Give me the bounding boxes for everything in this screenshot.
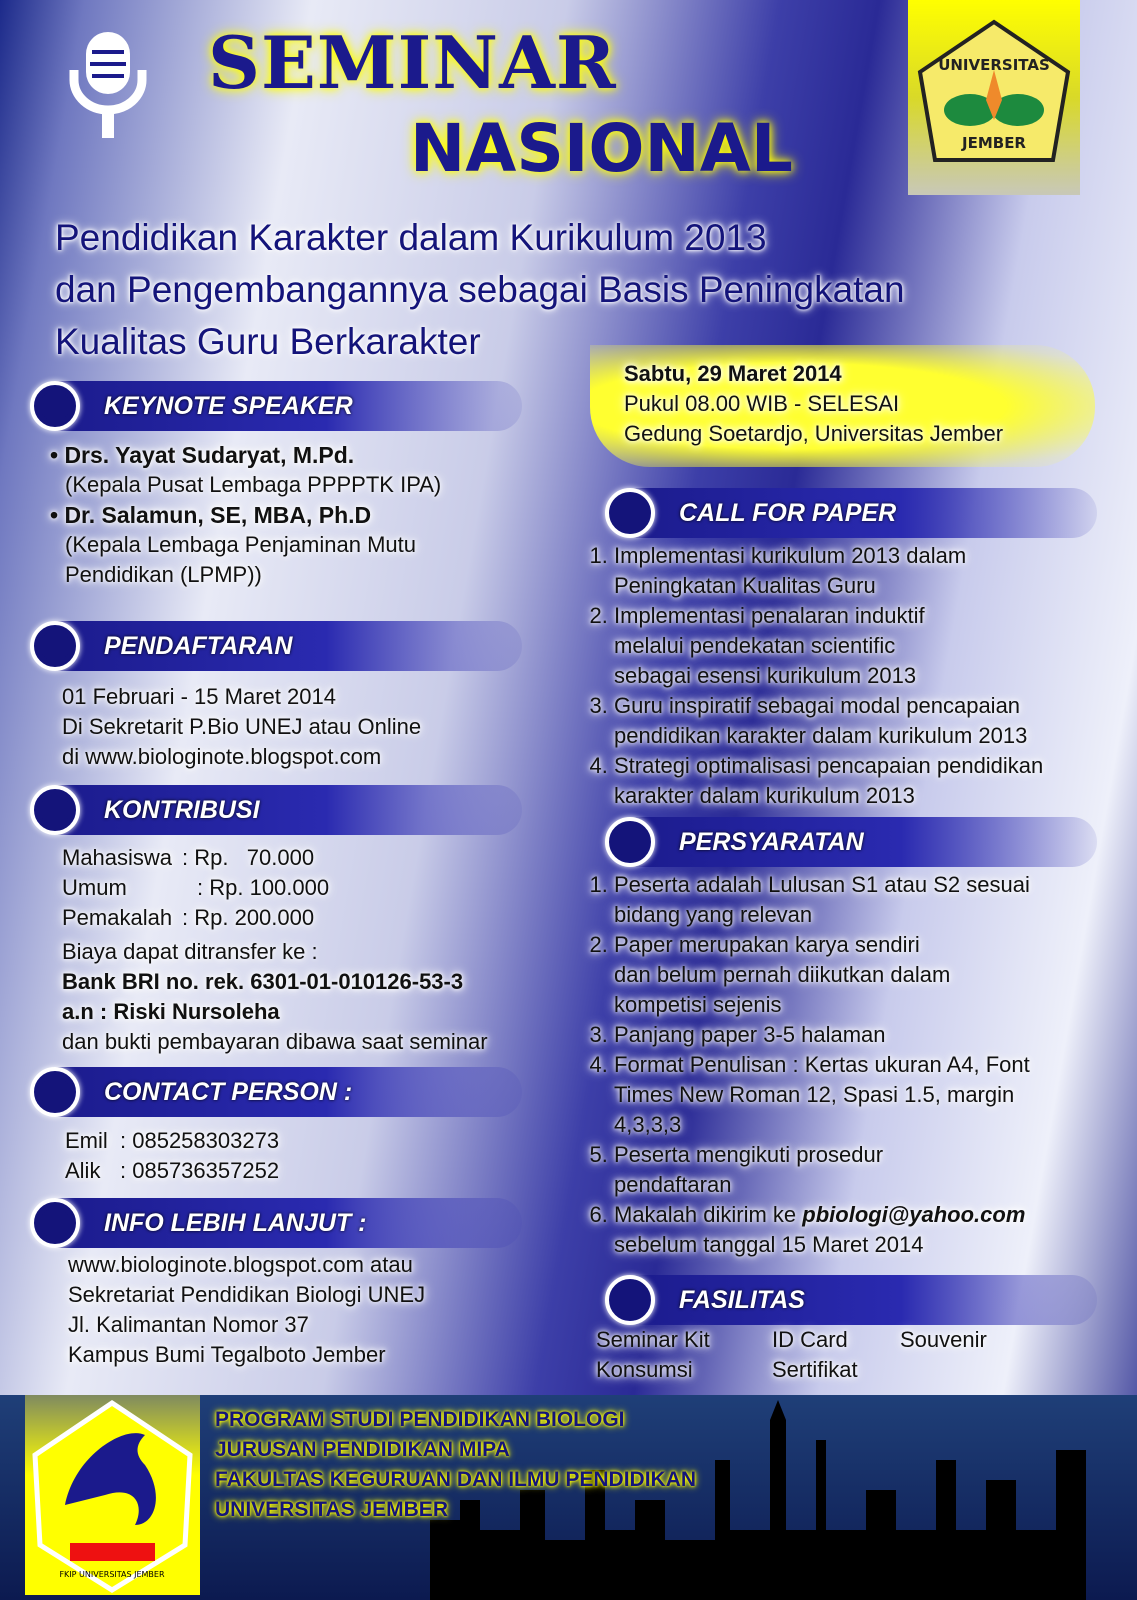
- facility-item: Seminar Kit: [596, 1327, 710, 1352]
- theme-line: dan Pengembangannya sebagai Basis Peningkatan: [55, 269, 905, 310]
- svg-text:FKIP UNIVERSITAS JEMBER: FKIP UNIVERSITAS JEMBER: [59, 1570, 165, 1579]
- info-line: 01 Februari - 15 Maret 2014: [62, 684, 336, 709]
- facility-item: ID Card: [772, 1327, 848, 1352]
- list-item: 1. Implementasi kurikulum 2013 dalam Peningkatan Kualitas Guru: [614, 541, 1076, 601]
- event-details: [590, 345, 1095, 467]
- list-item: 2. Paper merupakan karya sendiri dan belum pernah diikutkan dalam kompetisi sejenis: [614, 930, 954, 1020]
- institution-line: FAKULTAS KEGURUAN DAN ILMU PENDIDIKAN: [215, 1468, 697, 1491]
- event-time: Pukul 08.00 WIB - SELESAI: [624, 391, 900, 416]
- contact-name: Emil: [65, 1128, 108, 1153]
- item-text: Makalah dikirim ke: [614, 1202, 803, 1227]
- title-seminar: SEMINAR: [208, 20, 617, 105]
- keynote-header: [32, 381, 522, 431]
- bank-account: Bank BRI no. rek. 6301-01-010126-53-3: [62, 969, 464, 994]
- payment-note: dan bukti pembayaran dibawa saat seminar: [62, 1029, 488, 1054]
- theme-line: Kualitas Guru Berkarakter: [55, 321, 481, 362]
- fee-amount: Rp. 200.000: [194, 905, 315, 930]
- info-line: Jl. Kalimantan Nomor 37: [68, 1312, 309, 1337]
- list-item: [614, 1200, 1076, 1260]
- fee-label: Pemakalah: [62, 905, 173, 930]
- contact-header: [32, 1067, 522, 1117]
- info-line: di www.biologinote.blogspot.com: [62, 744, 382, 769]
- speaker-name: • Drs. Yayat Sudaryat, M.Pd.: [50, 442, 355, 468]
- contact-name: Alik: [65, 1158, 101, 1183]
- persyaratan-header: [607, 817, 1097, 867]
- facility-item: Sertifikat: [772, 1357, 858, 1382]
- section-title: FASILITAS: [679, 1285, 805, 1314]
- info-line: Di Sekretarit P.Bio UNEJ atau Online: [62, 714, 422, 739]
- bullet-circle-icon: [605, 1275, 655, 1325]
- bullet-circle-icon: [30, 785, 80, 835]
- cfp-header: [607, 488, 1097, 538]
- list-item: 3. Guru inspiratif sebagai modal pencapaian pendidikan karakter dalam kurikulum 2013: [614, 691, 1076, 751]
- event-date: Sabtu, 29 Maret 2014: [624, 361, 842, 386]
- contact-phone: 085736357252: [132, 1158, 280, 1183]
- bullet-circle-icon: [30, 1198, 80, 1248]
- bullet-circle-icon: [605, 817, 655, 867]
- event-place: Gedung Soetardjo, Universitas Jember: [624, 421, 1004, 446]
- info-list: [68, 1250, 425, 1370]
- section-title: INFO LEBIH LANJUT :: [104, 1208, 367, 1237]
- account-holder: a.n : Riski Nursoleha: [62, 999, 280, 1024]
- info-line: Kampus Bumi Tegalboto Jember: [68, 1342, 386, 1367]
- list-item: 3. Panjang paper 3-5 halaman: [614, 1020, 1076, 1050]
- theme-line: Pendidikan Karakter dalam Kurikulum 2013: [55, 217, 767, 258]
- email-address: pbiologi@yahoo.com: [802, 1202, 1026, 1227]
- info-header: [32, 1198, 522, 1248]
- list-item: 1. Peserta adalah Lulusan S1 atau S2 sesuai bidang yang relevan: [614, 870, 1034, 930]
- speaker-name: • Dr. Salamun, SE, MBA, Ph.D: [50, 502, 372, 528]
- footer-institution: [215, 1405, 696, 1525]
- bullet-circle-icon: [605, 488, 655, 538]
- section-title: CONTACT PERSON :: [104, 1077, 353, 1106]
- info-line: Sekretariat Pendidikan Biologi UNEJ: [68, 1282, 426, 1307]
- fee-amount: Rp. 100.000: [209, 875, 330, 900]
- pendaftaran-header: [32, 621, 522, 671]
- info-line: www.biologinote.blogspot.com atau: [68, 1252, 413, 1277]
- himpunan-logo: [25, 1395, 200, 1595]
- bullet-circle-icon: [30, 621, 80, 671]
- kontribusi-header: [32, 785, 522, 835]
- institution-line: JURUSAN PENDIDIKAN MIPA: [215, 1438, 510, 1461]
- facility-item: Souvenir: [900, 1327, 987, 1352]
- list-item: 2. Implementasi penalaran induktif melalui pendekatan scientific sebagai esensi kurikulum 2013: [614, 601, 974, 691]
- contact-phone: 085258303273: [132, 1128, 280, 1153]
- facilities-grid: [596, 1325, 1016, 1385]
- universitas-jember-logo: [908, 0, 1080, 195]
- institution-line: PROGRAM STUDI PENDIDIKAN BIOLOGI: [215, 1408, 625, 1431]
- section-title: CALL FOR PAPER: [679, 498, 897, 527]
- list-item: 4. Format Penulisan : Kertas ukuran A4, Font Times New Roman 12, Spasi 1.5, margin 4,3,3,3: [614, 1050, 1064, 1140]
- institution-line: UNIVERSITAS JEMBER: [215, 1498, 448, 1521]
- transfer-label: Biaya dapat ditransfer ke :: [62, 939, 318, 964]
- bullet-circle-icon: [30, 381, 80, 431]
- fee-label: Umum: [62, 875, 127, 900]
- list-item: 4. Strategi optimalisasi pencapaian pendidikan karakter dalam kurikulum 2013: [614, 751, 1076, 811]
- facility-item: Konsumsi: [596, 1357, 693, 1382]
- pendaftaran-info: [62, 682, 421, 772]
- keynote-speakers: [50, 440, 550, 590]
- speaker-role: (Kepala Lembaga Penjaminan Mutu Pendidikan (LPMP)): [65, 532, 417, 587]
- bullet-circle-icon: [30, 1067, 80, 1117]
- section-title: PERSYARATAN: [679, 827, 864, 856]
- speaker-role: (Kepala Pusat Lembaga PPPPTK IPA): [65, 472, 442, 497]
- fee-amount: Rp. 70.000: [194, 845, 315, 870]
- item-text: sebelum tanggal 15 Maret 2014: [614, 1232, 924, 1257]
- microphone-icon: [68, 30, 148, 140]
- fasilitas-header: [607, 1275, 1097, 1325]
- cfp-list: [586, 541, 1076, 811]
- requirements-list: [586, 870, 1076, 1260]
- fee-label: Mahasiswa: [62, 845, 173, 870]
- section-title: KONTRIBUSI: [104, 795, 260, 824]
- kontribusi-info: Mahasiswa : Rp. 70.000 Umum : Rp. 100.000 Pemakalah : Rp. 200.000 Biaya dapat ditransfer ke : Bank BRI no. rek. 6301-01-010126-53-3 a.n : Riski Nursoleha dan bukti pembayaran dibawa saat seminar: [62, 843, 488, 1057]
- section-title: KEYNOTE SPEAKER: [104, 391, 353, 420]
- section-title: PENDAFTARAN: [104, 631, 293, 660]
- title-nasional: NASIONAL: [410, 110, 793, 187]
- list-item: 5. Peserta mengikuti prosedur pendaftaran: [614, 1140, 954, 1200]
- svg-text:UNIVERSITAS: UNIVERSITAS: [938, 56, 1050, 74]
- svg-text:JEMBER: JEMBER: [962, 134, 1026, 152]
- contact-list: Emil : 085258303273 Alik : 085736357252: [65, 1126, 279, 1186]
